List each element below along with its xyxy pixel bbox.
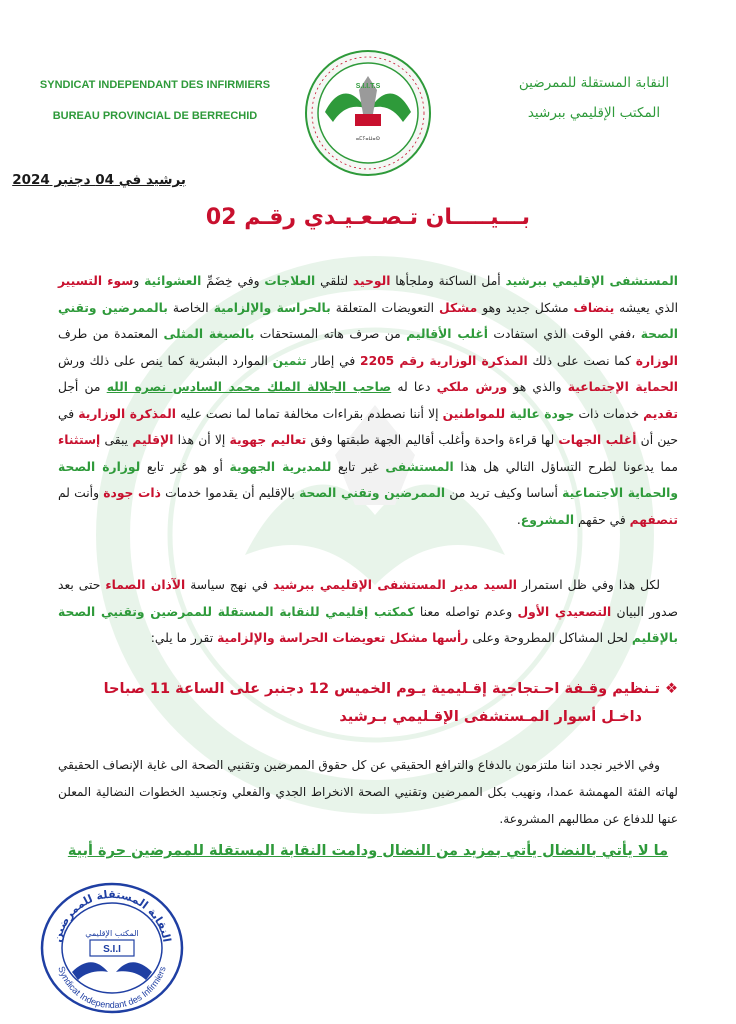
text-span: لكل هذا وفي ظل استمرار: [516, 578, 660, 592]
text-span: المستشفى الإقليمي ببرشيد: [505, 274, 678, 288]
text-span: من أجل: [58, 380, 107, 394]
protest-demand: [60, 675, 678, 731]
text-span: المشروع: [520, 512, 575, 527]
text-span: في نهج سياسة: [185, 578, 273, 592]
text-span: في حين أن: [58, 406, 678, 447]
paragraph-2: [58, 572, 678, 652]
text-span: تقرر ما يلي:: [150, 631, 218, 645]
text-span: ينضاف: [573, 300, 615, 315]
text-span: العشوائية: [144, 274, 202, 288]
text-span: وعدم تواصله معنا: [414, 604, 518, 619]
text-span: الذي يعيشه: [614, 300, 678, 315]
closing-slogan: ما لا يأتي بالنضال يأتي بمزيد من النضال ودامت النقابة المستقلة للممرضين حرة أبية: [67, 843, 669, 859]
demand-text-1: تـنظيم وقـفة احـتجاجية إقـليمية يـوم الخميس 12 دجنبر على الساعة 11 صباحا: [103, 681, 660, 697]
header-fr-line2: BUREAU PROVINCIAL DE BERRECHID: [52, 110, 258, 122]
text-span: بالممرضين وتقني الصحة: [58, 300, 678, 341]
text-span: كمكتب إقليمي للنقابة المستقلة للممرضين وتقنيي الصحة بالإقليم: [58, 604, 678, 645]
logo-acronym: S.I.I.T.S: [355, 83, 381, 90]
text-span: الوزارة: [635, 353, 678, 368]
text-span: مما يدعونا لطرح التساؤل التالي هل هذا: [453, 459, 678, 474]
document-title: بـــيـــــان تـصـعـيـدي رقـم 02: [205, 205, 531, 230]
header-ar-line2: المكتب الإقليمي ببرشيد: [527, 105, 661, 121]
text-span: المعتمدة من طرف: [58, 327, 164, 341]
text-span: الخاصة: [167, 300, 214, 315]
text-span: وأنت لم: [58, 486, 104, 500]
text-span: لتلقي: [315, 274, 353, 288]
text-span: صاحب الجلالة الملك محمد السادس نصره الله: [106, 380, 392, 394]
text-span: في إطار: [306, 353, 361, 368]
stamp-inner-arabic: المكتب الإقليمي: [85, 929, 139, 938]
text-span: للمواطنين: [442, 406, 510, 421]
text-span: وفي خِضَمِّ: [201, 274, 265, 288]
text-span: أغلب الجهات: [558, 433, 637, 447]
text-span: للمديرية الجهوية: [229, 459, 332, 474]
text-span: أغلب الأقاليم: [406, 327, 488, 341]
text-span: التصعيدي الأول: [517, 604, 612, 619]
text-span: إلا أن هذا: [173, 433, 230, 447]
text-span: إلا أننا نصطدم بقراءات مخالفة تماما لما نصت عليه: [175, 406, 443, 421]
text-span: التعويضات المتعلقة: [330, 300, 440, 315]
text-span: تقديم: [643, 406, 678, 421]
text-span: لحل المشاكل المطروحة وعلى: [468, 631, 632, 645]
text-span: مشكل جديد وهو: [477, 300, 574, 315]
text-span: تثمين: [272, 353, 307, 368]
header-arabic: [484, 68, 704, 128]
text-span: الموارد البشرية كما ينص على ذلك ورش: [58, 353, 273, 368]
demand-line-1: [60, 675, 678, 703]
header-ar-line1: النقابة المستقلة للممرضين: [518, 75, 670, 91]
text-span: خدمات ذات: [574, 406, 644, 421]
paragraph-1: [58, 268, 678, 533]
text-span: مشكل: [439, 300, 478, 315]
text-span: الإقليم: [132, 433, 174, 447]
text-span: لها قراءة واحدة وأغلب أقاليم الجهة طبقتها وفق: [306, 433, 559, 447]
stamp-ring-french: Syndicat Independant des Infirmiers: [56, 965, 168, 1011]
header-fr-line1: SYNDICAT INDEPENDANT DES INFIRMIERS: [39, 79, 271, 91]
paragraph-3: وفي الاخير نجدد اننا ملتزمون بالدفاع والترافع الحقيقي عن كل حقوق الممرضين وتقنيي الصحة الى غاية الإنصاف الحقيقي لهاته الفئة المهمشة عمدا، ونهيب بكل الممرضين وتقنيي الصحة الانخراط الجدي والفعلي وتجسيد الخطوات النضالية المعلن عنها للدفاع عن مطالبهم المشروعة.: [58, 758, 678, 826]
diamond-bullet-icon: ❖: [665, 681, 678, 697]
text-span: بالإقليم أن يقدموا خدمات: [160, 486, 300, 500]
stamp-acronym: S.I.I: [103, 944, 121, 955]
text-span: تنصفهم: [629, 512, 678, 527]
text-span: ،ففي الوقت الذي استفادت: [487, 327, 641, 341]
text-span: المذكرة الوزارية: [78, 406, 176, 421]
text-span: الآذان الصماء: [105, 578, 186, 592]
svg-text:ⴰⵎⵢⴰⵡⴰⵙ: ⴰⵎⵢⴰⵡⴰⵙ: [355, 136, 381, 142]
text-span: غير تابع: [331, 459, 386, 474]
text-span: السيد مدير المستشفى الإقليمي ببرشيد: [273, 578, 517, 592]
text-span: المذكرة الوزارية رقم 2205: [360, 353, 528, 368]
text-span: بالصيغة المثلى: [163, 327, 255, 341]
text-span: الممرضين وتقني الصحة: [299, 486, 446, 500]
demand-line-2: داخـل أسوار المـستشفى الإقـليمي بـرشيد: [339, 709, 642, 725]
text-span: أساسا وكيف تريد من: [445, 486, 563, 500]
text-span: جودة عالية: [509, 406, 575, 421]
header-french: [30, 70, 280, 132]
document-date: برشيد في 04 دجنبر 2024: [12, 172, 186, 188]
text-span: إستثناء: [58, 433, 101, 447]
text-span: .: [516, 512, 521, 527]
text-span: ذات جودة: [103, 486, 161, 500]
text-span: أو هو غير تابع: [140, 459, 230, 474]
text-span: لوزارة الصحة والحماية الاجتماعية: [58, 459, 679, 500]
text-span: تعاليم جهوية: [229, 433, 307, 447]
text-span: ورش ملكي: [436, 380, 508, 394]
text-span: بالحراسة والإلزامية: [213, 300, 331, 315]
text-span: العلاجات: [264, 274, 316, 288]
text-span: يبقى: [100, 433, 133, 447]
text-span: دعا له: [391, 380, 437, 394]
text-span: كما نصت على ذلك: [527, 353, 636, 368]
text-span: من صرف هاته المستحقات: [254, 327, 407, 341]
text-span: المستشفى: [385, 459, 454, 474]
text-span: سوء التسيير: [58, 274, 134, 288]
text-span: والذي هو: [507, 380, 568, 394]
text-span: رأسها مشكل تعويضات الحراسة والإلزامية: [217, 631, 469, 645]
text-span: أمل الساكنة وملجأها: [390, 274, 506, 288]
text-span: الحماية الإجتماعية: [567, 380, 678, 394]
text-span: حتى بعد صدور البيان: [58, 578, 679, 619]
text-span: و: [133, 274, 145, 288]
union-stamp-icon: [38, 880, 186, 1015]
text-span: في حقهم: [574, 512, 630, 527]
stamp-arc-arabic: النقابة المستقلة للممرضين: [50, 887, 174, 944]
text-span: الوحيد: [352, 274, 391, 288]
union-logo-icon: [303, 48, 433, 178]
